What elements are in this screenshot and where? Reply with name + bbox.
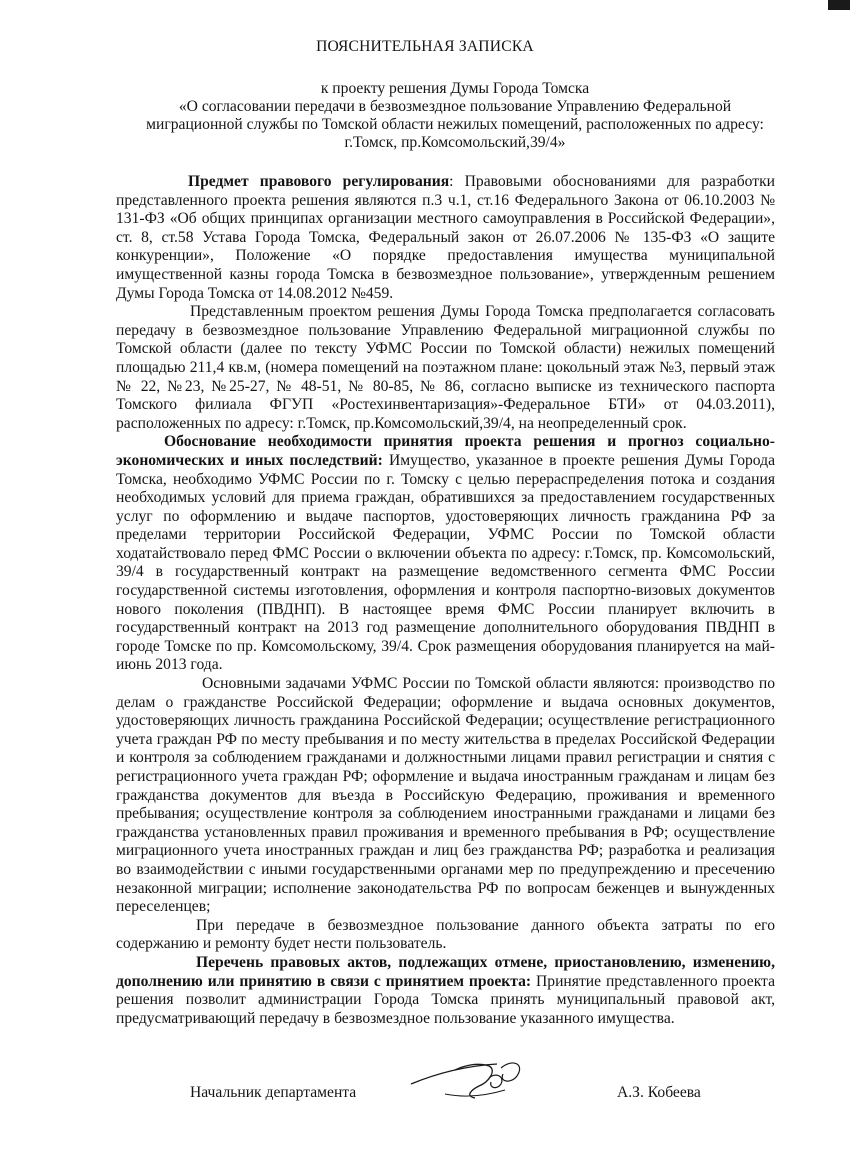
paragraph-heading: Предмет правового регулирования <box>188 173 450 190</box>
subtitle-line: «О согласовании передачи в безвозмездное пользование Управлению Федеральной миграционной службы по Томской области нежилых помещений, расположенных по адресу: г.Томск, пр.Комсомольский,39/4» <box>146 98 764 151</box>
paragraph-heading: Обоснование необходимости принятия проекта решения и прогноз социально-экономических и иных последствий: <box>116 433 775 469</box>
scan-corner-mark <box>828 0 850 10</box>
paragraph-text: Принятие представленного проекта решения позволит администрации Города Томска принять муниципальный правовой акт, предусматривающий передачу в безвозмездное пользование указанного имущества. <box>116 972 775 1027</box>
paragraph-tasks <box>116 675 775 917</box>
paragraph-text: Имущество, указанное в проекте решения Думы Города Томска, необходимо УФМС России по г. Томску с целью перераспределения потока и создания необходимых условий для приема граждан, обратившихся за предоставлением государственных услуг по оформлению и выдаче паспортов, удостоверяющих личность гражданина РФ за пределами территории Российской Федерации, УФМС России по Томской области ходатайствовало перед ФМС России о включении объекта по адресу: г.Томск, пр. Комсомольский, 39/4 в государственный контракт на размещение ведомственного сегмента ФМС России государственной системы изготовления, оформления и контроля паспортно-визовых документов нового поколения (ПВДНП). В настоящее время ФМС России планирует включить в государственный контракт на 2013 год размещение дополнительного оборудования ПВДНП в городе Томске по пр. Комсомольскому, 39/4. Срок размещения оборудования планируется на май-июнь 2013 года. <box>116 451 775 674</box>
paragraph-costs <box>116 917 775 954</box>
subtitle-line: к проекту решения Думы Города Томска <box>320 80 590 97</box>
paragraph-legal-basis <box>116 173 775 303</box>
paragraph-proposal <box>116 303 775 433</box>
paragraph-heading: Перечень правовых актов, подлежащих отмене, приостановлению, изменению, дополнению или принятию в связи с принятием проекта: <box>116 953 775 990</box>
signature-block <box>0 1084 850 1114</box>
document-title: ПОЯСНИТЕЛЬНАЯ ЗАПИСКА <box>316 38 534 55</box>
paragraph-text: При передаче в безвозмездное пользование данного объекта затраты по его содержанию и ремонту будет нести пользователь. <box>116 916 775 953</box>
paragraph-justification <box>116 433 775 675</box>
signatory-name: А.З. Кобеева <box>617 1084 701 1101</box>
document-body <box>116 173 775 1028</box>
paragraph-text: Основными задачами УФМС России по Томской области являются: производство по делам о гражданстве Российской Федерации; оформление и выдача основных документов, удостоверяющих личность гражданина Российской Федерации; осуществление регистрационного учета граждан РФ по месту пребывания и по месту жительства в пределах Российской Федерации и контроля за соблюдением гражданами и должностными лицами правил регистрации и снятия с регистрационного учета граждан РФ; оформление и выдача иностранным гражданам и лицам без гражданства документов для въезда в Российскую Федерацию, проживания и временного пребывания; осуществление контроля за соблюдением иностранными гражданами и лицами без гражданства установленных правил проживания и временного пребывания в РФ; осуществление миграционного учета иностранных граждан и лиц без гражданства РФ; разработка и реализация во взаимодействии с иными государственными органами мер по предупреждению и пресечению незаконной миграции; исполнение законодательства РФ по вопросам беженцев и вынужденных переселенцев; <box>116 675 775 916</box>
paragraph-text: : Правовыми обоснованиями для разработки представленного проекта решения являются п.3 ч.1, ст.16 Федерального Закона от 06.10.2003 № 131-ФЗ «Об общих принципах организации местного самоуправления в Российской Федерации», ст. 8, ст.58 Устава Города Томска, Федеральный закон от 26.07.2006 № 135-ФЗ «О защите конкуренции», Положение «О порядке предоставления имущества муниципальной имущественной казны города Томска в безвозмездное пользование», утвержденным решением Думы Города Томска от 14.08.2012 №459. <box>116 173 775 302</box>
signatory-position: Начальник департамента <box>190 1084 357 1101</box>
document-subtitle <box>130 80 780 152</box>
handwritten-signature <box>405 1054 535 1110</box>
paragraph-text: Представленным проектом решения Думы Города Томска предполагается согласовать передачу в безвозмездное пользование Управлению Федеральной миграционной службы по Томской области (далее по тексту УФМС России по Томской области) нежилых помещений площадью 211,4 кв.м, (номера помещений на поэтажном плане: цокольный этаж №3, первый этаж № 22, №23, №25-27, № 48-51, № 80-85, № 86, согласно выписке из технического паспорта Томского филиала ФГУП «Ростехинвентаризация»-Федеральное БТИ» от 04.03.2011), расположенных по адресу: г.Томск, пр.Комсомольский,39/4, на неопределенный срок. <box>116 303 775 432</box>
paragraph-legal-acts <box>116 954 775 1028</box>
